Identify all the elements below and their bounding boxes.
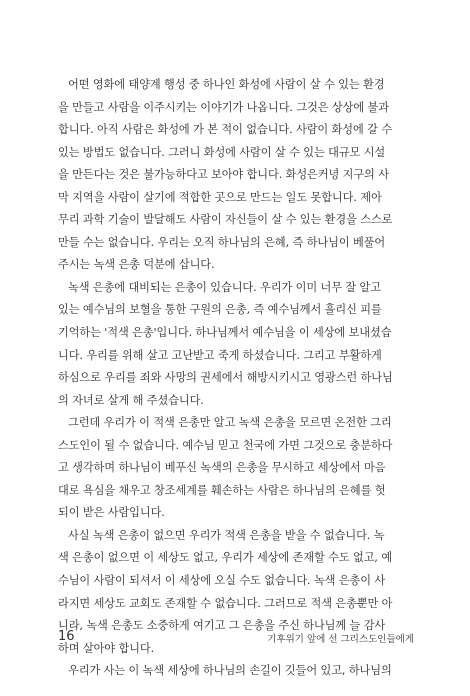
text-line: 합니다. 아직 사람은 화성에 가 본 적이 없습니다. 사람이 화성에 갈 수: [58, 123, 393, 137]
text-line: 만들 수는 없습니다. 우리는 오직 하나님의 은혜, 즉 하나님이 베풀어: [58, 235, 386, 249]
text-line: 수님이 사람이 되셔서 이 세상에 오실 수도 없습니다. 녹색 은총이 사: [58, 574, 386, 588]
page-footer: [58, 629, 414, 649]
text-line: 있는 예수님의 보혈을 통한 구원의 은총, 즉 예수님께서 흘리신 피를: [58, 303, 382, 317]
text-line: 어떤 영화에 태양계 행성 중 하나인 화성에 사람이 살 수 있는 환경: [68, 78, 385, 91]
text-line: 고 생각하며 하나님이 베푸신 녹색의 은총을 무시하고 세상에서 마음: [58, 461, 386, 475]
text-line: 되이 받은 사람입니다.: [58, 506, 165, 520]
running-title: 기후위기 앞에 선 그리스도인들에게: [267, 634, 414, 645]
body-text: [58, 74, 414, 683]
text-line: 기억하는 '적색 은총'입니다. 하나님께서 예수님을 이 세상에 보내셨습: [58, 326, 392, 340]
text-line: 그런데 우리가 이 적색 은총만 알고 녹색 은총을 모르면 온전한 그리: [68, 416, 392, 430]
text-line: 녹색 은총에 대비되는 은총이 있습니다. 우리가 이미 너무 잘 알고: [68, 280, 381, 294]
page-number: 16: [58, 629, 75, 644]
text-line: 을 만든다는 것은 불가능하다고 보아야 합니다. 화성은커녕 지구의 사: [58, 168, 389, 182]
text-line: 니다. 우리를 위해 살고 고난받고 죽게 하셨습니다. 그리고 부활하게: [58, 348, 382, 362]
text-line: 막 지역을 사람이 살기에 적합한 곳으로 만드는 일도 못합니다. 제아: [58, 190, 382, 204]
text-line: 있는 방법도 없습니다. 그러니 화성에 사람이 살 수 있는 대규모 시설: [58, 145, 386, 159]
text-line: 스도인이 될 수 없습니다. 예수님 믿고 천국에 가면 그것으로 충분하다: [58, 438, 393, 452]
text-line: 하며 살아야 합니다.: [58, 641, 155, 655]
text-line: 사실 녹색 은총이 없으면 우리가 적색 은총을 받을 수 없습니다. 녹: [68, 528, 385, 542]
text-line: 하심으로 우리를 죄와 사망의 권세에서 해방시키시고 영광스런 하나님: [58, 371, 393, 385]
text-line: 대로 욕심을 채우고 창조세계를 훼손하는 사람은 하나님의 은혜를 헛: [58, 483, 386, 497]
text-line: 을 만들고 사람을 이주시키는 이야기가 나옵니다. 그것은 상상에 불과: [58, 100, 389, 114]
text-line: 무리 과학 기술이 발달해도 사람이 자신들이 살 수 있는 환경을 스스로: [58, 213, 393, 227]
text-line: 니라, 녹색 은총도 소중하게 여기고 그 은총을 주신 하나님께 늘 감사: [58, 619, 386, 633]
text-line: 주시는 녹색 은총 덕분에 삽니다.: [58, 258, 215, 272]
text-line: 색 은총이 없으면 이 세상도 없고, 우리가 세상에 존재할 수도 없고, 예: [58, 551, 393, 565]
text-line: 우리가 사는 이 녹색 세상에 하나님의 손길이 깃들어 있고, 하나님의: [68, 664, 392, 678]
text-line: 라지면 세상도 교회도 존재할 수 없습니다. 그러므로 적색 은총뿐만 아: [58, 596, 393, 610]
text-line: 의 자녀로 살게 해 주셨습니다.: [58, 393, 204, 407]
